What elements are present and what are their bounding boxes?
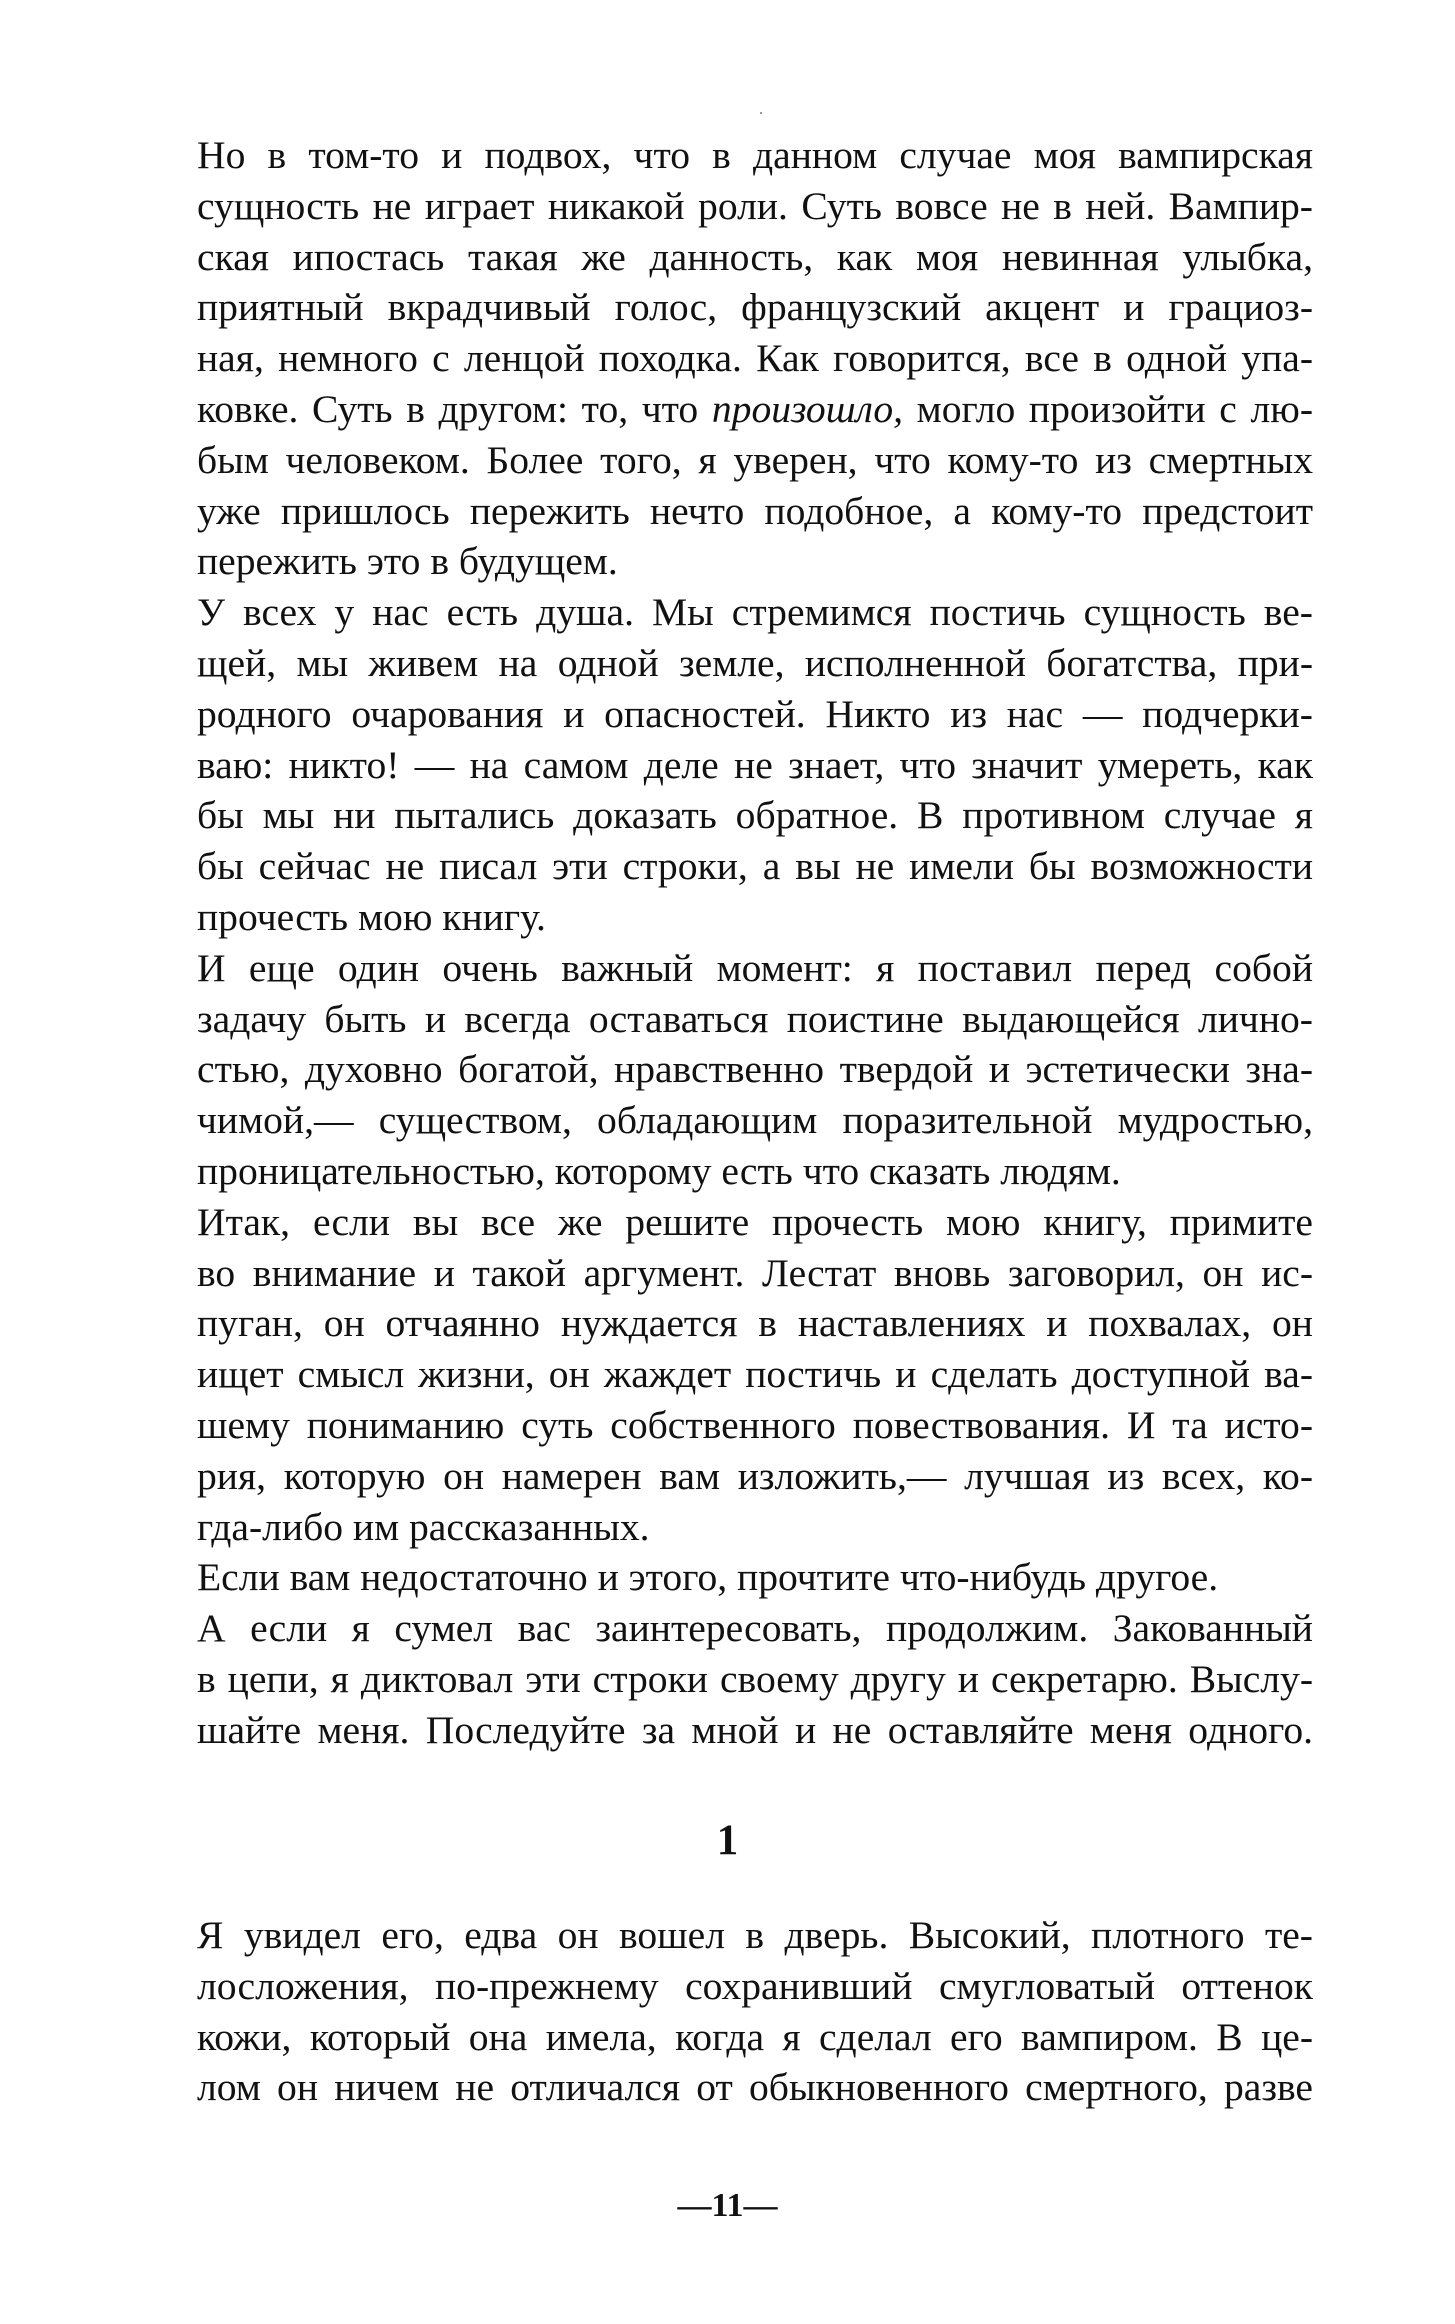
text-line: сущность не играет никакой роли. Суть вовсе не в ней. Вампир- xyxy=(197,183,1313,228)
text-line: во внимание и такой аргумент. Лестат вновь заговорил, он ис- xyxy=(197,1250,1313,1295)
text-line: бы сейчас не писал эти строки, а вы не имели бы возможности xyxy=(197,844,1313,889)
chapter-text xyxy=(197,1910,1313,2113)
text-line: А если я сумел вас заинтересовать, продолжим. Закованный xyxy=(197,1606,1313,1651)
text-line: приятный вкрадчивый голос, французский акцент и грациоз- xyxy=(197,285,1313,330)
text-line: прочесть мою книгу. xyxy=(197,894,546,939)
text-line: лом он ничем не отличался от обыкновенного смертного, разве xyxy=(197,2065,1313,2110)
paragraph-2 xyxy=(197,587,1313,943)
text-line: Но в том-то и подвох, что в данном случае моя вампирская xyxy=(197,133,1313,177)
text-line: проницательностью, которому есть что сказать людям. xyxy=(197,1148,1121,1193)
text-line: кожи, который она имела, когда я сделал его вампиром. В це- xyxy=(197,2014,1313,2059)
text-line: родного очарования и опасностей. Никто из нас — подчерки- xyxy=(197,691,1313,736)
text-line: шему пониманию суть собственного повествования. И та исто- xyxy=(197,1402,1313,1447)
paragraph-1 xyxy=(197,130,1313,587)
text-line: бы мы ни пытались доказать обратное. В противном случае я xyxy=(197,793,1313,838)
preface-text xyxy=(197,130,1313,1756)
text-line: ная, немного с ленцой походка. Как говорится, все в одной упа- xyxy=(197,336,1313,381)
text-line: ищет смысл жизни, он жаждет постичь и сделать доступной ва- xyxy=(197,1352,1313,1397)
scan-speck xyxy=(760,112,762,114)
text-line: щей, мы живем на одной земле, исполненной богатства, при- xyxy=(197,640,1313,685)
text-line: И еще один очень важный момент: я поставил перед собой xyxy=(197,945,1313,990)
text-line-mixed xyxy=(197,384,1313,435)
page-number: —11— xyxy=(677,2187,778,2224)
text-segment: могло произойти с лю- xyxy=(903,386,1313,431)
text-line: шайте меня. Последуйте за мной и не оставляйте меня одного. xyxy=(197,1707,1313,1752)
text-line: задачу быть и всегда оставаться поистине выдающейся лично- xyxy=(197,996,1313,1041)
text-line: пережить это в будущем. xyxy=(197,539,618,584)
text-line: рия, которую он намерен вам изложить,— лучшая из всех, ко- xyxy=(197,1453,1313,1498)
text-line: пуган, он отчаянно нуждается в наставлениях и похвалах, он xyxy=(197,1301,1313,1346)
paragraph-5 xyxy=(197,1552,1313,1603)
text-line: Я увидел его, едва он вошел в дверь. Высокий, плотного те- xyxy=(197,1913,1313,1957)
text-line: стью, духовно богатой, нравственно твердой и эстетически зна- xyxy=(197,1047,1313,1092)
text-line: гда-либо им рассказанных. xyxy=(197,1504,650,1549)
paragraph-6 xyxy=(197,1603,1313,1755)
text-line: лосложения, по-прежнему сохранивший смугловатый оттенок xyxy=(197,1963,1313,2008)
chapter-number: 1 xyxy=(716,1817,739,1864)
text-line: бым человеком. Более того, я уверен, что кому-то из смертных xyxy=(197,437,1313,482)
text-line: Итак, если вы все же решите прочесть мою книгу, примите xyxy=(197,1199,1313,1244)
text-line: Если вам недостаточно и этого, прочтите что-нибудь другое. xyxy=(197,1555,1219,1600)
text-line: У всех у нас есть душа. Мы стремимся постичь сущность ве- xyxy=(197,590,1313,635)
text-line: уже пришлось пережить нечто подобное, а кому-то предстоит xyxy=(197,488,1313,533)
text-line: в цепи, я диктовал эти строки своему другу и секретарю. Выслу- xyxy=(197,1656,1313,1701)
text-line: ская ипостась такая же данность, как моя невинная улыбка, xyxy=(197,234,1313,279)
paragraph-3 xyxy=(197,943,1313,1197)
text-line: ваю: никто! — на самом деле не знает, что значит умереть, как xyxy=(197,742,1313,787)
text-segment: ковке. Суть в другом: то, что xyxy=(197,386,712,431)
chapter-paragraph-1 xyxy=(197,1910,1313,2113)
text-line: чимой,— существом, обладающим поразительной мудростью, xyxy=(197,1098,1313,1143)
italic-word: произошло, xyxy=(711,386,904,431)
paragraph-4 xyxy=(197,1197,1313,1553)
